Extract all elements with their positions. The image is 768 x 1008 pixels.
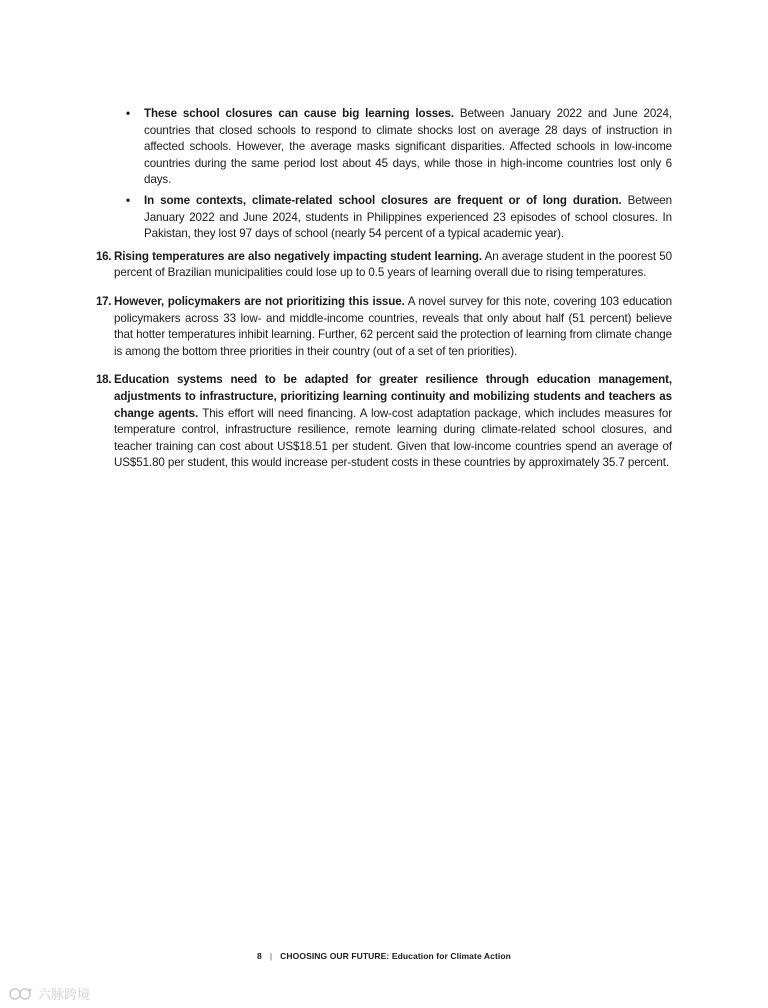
watermark-logo-icon xyxy=(8,987,34,1001)
item-paragraph xyxy=(114,249,672,282)
bullet-list xyxy=(96,106,672,243)
bullet-item xyxy=(126,193,672,243)
page-footer xyxy=(0,951,768,961)
item-lead: Rising temperatures are also negatively impacting student learning. xyxy=(114,249,482,263)
bullet-lead: In some contexts, climate-related school closures are frequent or of long duration. xyxy=(144,193,622,207)
item-number: 18. xyxy=(96,373,112,387)
bullet-text: Between January 2022 and June 2024, students in Philippines experienced 23 episodes of school closures. In Pakistan, they lost 97 days of school (nearly 54 percent of a typical academic year). xyxy=(144,193,672,241)
footer-title: CHOOSING OUR FUTURE: Education for Climate Action xyxy=(280,951,511,961)
item-text: An average student in the poorest 50 percent of Brazilian municipalities could lose up to 0.5 years of learning overall due to rising temperatures. xyxy=(114,249,673,280)
bullet-dot: • xyxy=(126,193,130,207)
body-content xyxy=(96,106,672,472)
item-lead: Education systems need to be adapted for greater resilience through education management, adjustments to infrastructure, prioritizing learning continuity and mobilizing students and teachers as change agents. xyxy=(114,373,672,420)
item-number: 17. xyxy=(96,294,112,308)
bullet-text: Between January 2022 and June 2024, countries that closed schools to respond to climate shocks lost on average 28 days of instruction in affected schools. However, the average masks significant disparities. Affected schools in low-income countries during the same period lost about 45 days, while those in high-income countries lost only 6 days. xyxy=(144,107,672,187)
bullet-paragraph xyxy=(144,193,672,243)
item-number: 16. xyxy=(96,249,112,263)
item-text: This effort will need financing. A low-cost adaptation package, which includes measures for temperature control, infrastructure resilience, remote learning during climate-related school closures, and teacher training can cost about US$18.51 per student. Given that low-income countries spend an average of US$51.80 per student, this would increase per-student costs in these countries by approximately 35.7 percent. xyxy=(114,406,672,470)
footer-separator: | xyxy=(269,951,273,961)
item-lead: However, policymakers are not prioritizing this issue. xyxy=(114,294,405,308)
bullet-dot: • xyxy=(126,107,130,120)
item-text: A novel survey for this note, covering 103 education policymakers across 33 low- and middle-income countries, reveals that only about half (51 percent) believe that hotter temperatures inhibit learning. Further, 62 percent said the protection of learning from climate change is among the bottom three priorities in their country (out of a set of ten priorities). xyxy=(114,294,672,358)
item-paragraph xyxy=(114,372,672,472)
bullet-lead: These school closures can cause big learning losses. xyxy=(144,107,454,120)
numbered-list xyxy=(96,249,672,472)
numbered-item xyxy=(96,294,672,360)
bullet-item xyxy=(126,106,672,189)
bullet-paragraph xyxy=(144,106,672,189)
watermark-text: 六脉跨境 xyxy=(38,988,91,1003)
numbered-item xyxy=(96,372,672,472)
numbered-item xyxy=(96,249,672,282)
page-number: 8 xyxy=(257,951,262,961)
item-paragraph xyxy=(114,294,672,360)
watermark xyxy=(8,984,90,1003)
